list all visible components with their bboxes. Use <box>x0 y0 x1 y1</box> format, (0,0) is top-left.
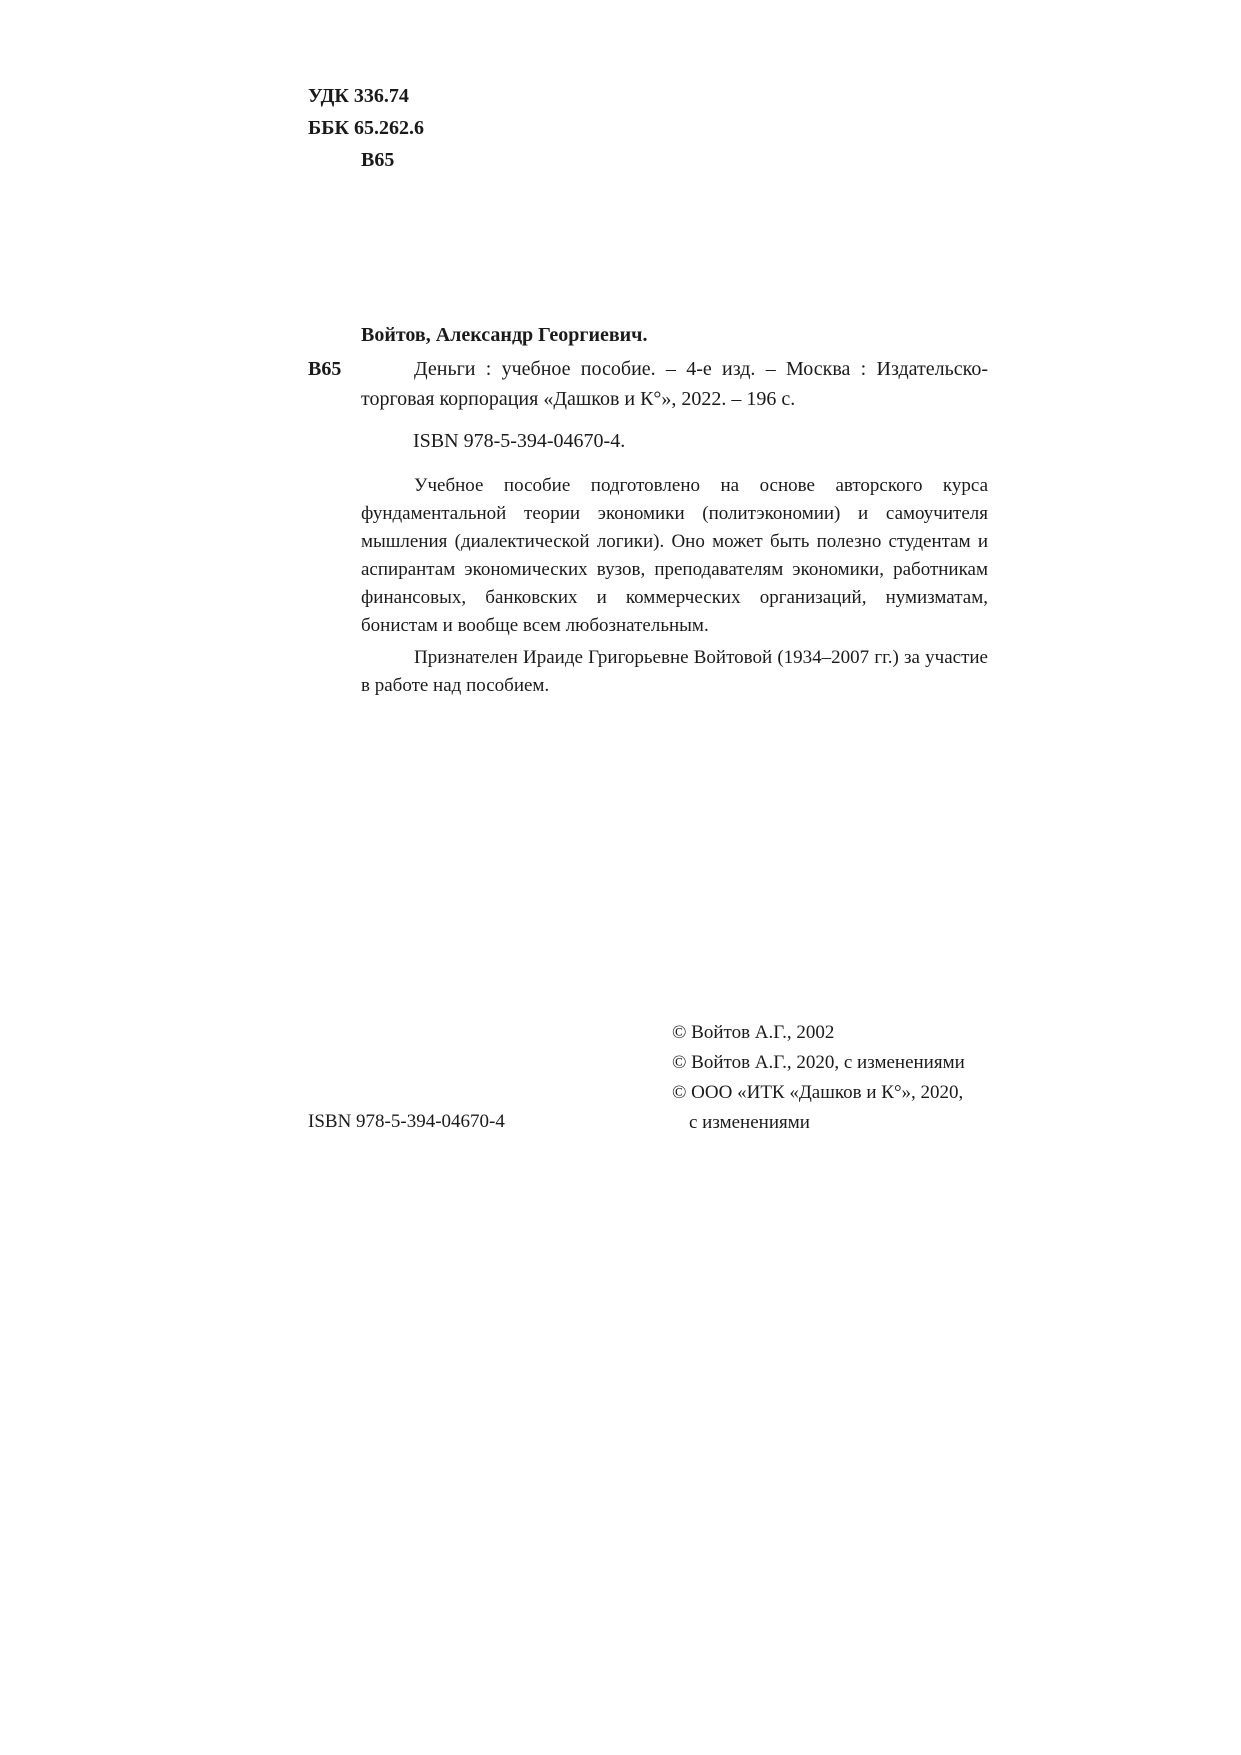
udk-code: УДК 336.74 <box>308 85 409 107</box>
copyright-block <box>672 1018 965 1138</box>
entry-code: В65 <box>308 358 342 380</box>
author-sign: В65 <box>361 149 395 171</box>
acknowledgement-paragraph: Признателен Ираиде Григорьевне Войтовой (1934–2007 гг.) за участие в работе над пособием. <box>361 647 988 696</box>
bibliographic-description: Деньги : учебное пособие. – 4-е изд. – Москва : Издательско-торговая корпорация «Дашков и К°», 2022. – 196 с. <box>361 358 988 410</box>
copyright-line-continuation: с изменениями <box>689 1112 810 1133</box>
copyright-line: © Войтов А.Г., 2002 <box>672 1022 835 1043</box>
annotation <box>308 472 988 700</box>
bibliographic-record <box>308 354 988 414</box>
copyright-line: © Войтов А.Г., 2020, с изменениями <box>672 1052 965 1073</box>
bbk-code: ББК 65.262.6 <box>308 117 424 139</box>
author-name: Войтов, Александр Георгиевич. <box>361 324 648 346</box>
entry-isbn: ISBN 978-5-394-04670-4. <box>413 430 626 452</box>
annotation-paragraph: Учебное пособие подготовлено на основе авторского курса фундаментальной теории экономики (политэкономии) и самоучителя мышления (диалектической логики). Оно может быть полезно студентам и аспирантам экономических вузов, преподавателям экономики, работникам финансовых, банковских и коммерческих организаций, нумизматам, бонистам и вообще всем любознательным. <box>361 475 988 636</box>
classification-block <box>308 80 424 176</box>
bibliographic-entry <box>308 320 988 700</box>
footer-isbn: ISBN 978-5-394-04670-4 <box>308 1111 505 1132</box>
copyright-line: © ООО «ИТК «Дашков и К°», 2020, <box>672 1082 964 1103</box>
